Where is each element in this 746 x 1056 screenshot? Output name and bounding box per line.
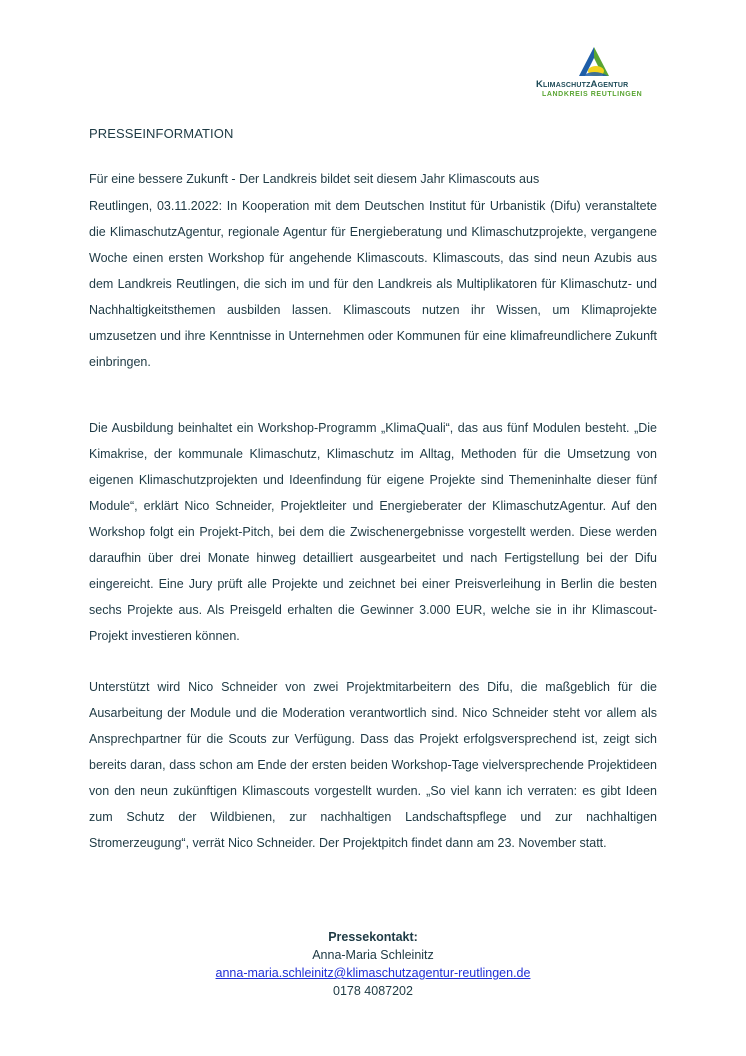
document-subtitle: Für eine bessere Zukunft - Der Landkreis bildet seit diesem Jahr Klimascouts aus — [89, 172, 540, 186]
paragraph-3: Unterstützt wird Nico Schneider von zwei Projektmitarbeitern des Difu, die maßgeblich für die Ausarbeitung der Module und die Moderation verantwortlich sind. Nico Schneider steht vor allem als Ansprechpartner für die Scouts zur Verfügung. Dass das Projekt erfolgsversprechend ist, zeigt sich bereits daran, dass schon am Ende der ersten beiden Workshop-Tage vielversprechende Projektideen von den neun zukünftigen Klimascouts vorgestellt wurden. „So viel kann ich verraten: es gibt Ideen zum Schutz der Wildbienen, zur nachhaltigen Landschaftspflege und zur nachhaltigen Stromerzeugung“, verrät Nico Schneider. Der Projektpitch findet dann am 23. November statt. — [89, 680, 657, 850]
klimaschutzagentur-logo — [536, 46, 676, 106]
paragraph-1: Reutlingen, 03.11.2022: In Kooperation mit dem Deutschen Institut für Urbanistik (Difu) veranstaltete die KlimaschutzAgentur, regionale Agentur für Energieberatung und Klimaschutzprojekte, vergangene Woche einen ersten Workshop für angehende Klimascouts. Klimascouts, das sind neun Azubis aus dem Landkreis Reutlingen, die sich im und für den Landkreis als Multiplikatoren für Klimaschutz- und Nachhaltigkeitsthemen ausbilden lassen. Klimascouts nutzen ihr Wissen, um Klimaprojekte umzusetzen und ihre Kenntnisse in Unternehmen oder Kommunen für eine klimafreundlichere Zukunft einbringen. — [89, 199, 657, 369]
logo-mark-icon — [576, 46, 612, 78]
press-contact-phone: 0178 4087202 — [333, 984, 413, 998]
press-contact-name: Anna-Maria Schleinitz — [312, 948, 434, 962]
press-contact-email-link[interactable]: anna-maria.schleinitz@klimaschutzagentur-reutlingen.de — [215, 966, 531, 980]
logo-title: KlimaschutzAgentur — [536, 79, 629, 90]
paragraph-2: Die Ausbildung beinhaltet ein Workshop-Programm „KlimaQuali“, das aus fünf Modulen besteht. „Die Kimakrise, der kommunale Klimaschutz, Klimaschutz im Alltag, Methoden für die Umsetzung von eigenen Klimaschutzprojekten und Ideenfindung für eigene Projekte sind Themeninhalte dieser fünf Module“, erklärt Nico Schneider, Projektleiter und Energieberater der KlimaschutzAgentur. Auf den Workshop folgt ein Projekt-Pitch, bei dem die Zwischenergebnisse vorgestellt werden. Diese werden daraufhin über drei Monate hinweg detailliert ausgearbeitet und nach Fertigstellung bei der Difu eingereicht. Eine Jury prüft alle Projekte und zeichnet bei einer Preisverleihung in Berlin die besten sechs Projekte aus. Als Preisgeld erhalten die Gewinner 3.000 EUR, welche sie in ihr Klimascout-Projekt investieren können. — [89, 421, 657, 643]
press-contact — [89, 928, 657, 1000]
logo-subtitle: LANDKREIS REUTLINGEN — [542, 91, 643, 98]
page-title: PRESSEINFORMATION — [89, 126, 234, 141]
press-contact-label: Pressekontakt: — [328, 930, 418, 944]
